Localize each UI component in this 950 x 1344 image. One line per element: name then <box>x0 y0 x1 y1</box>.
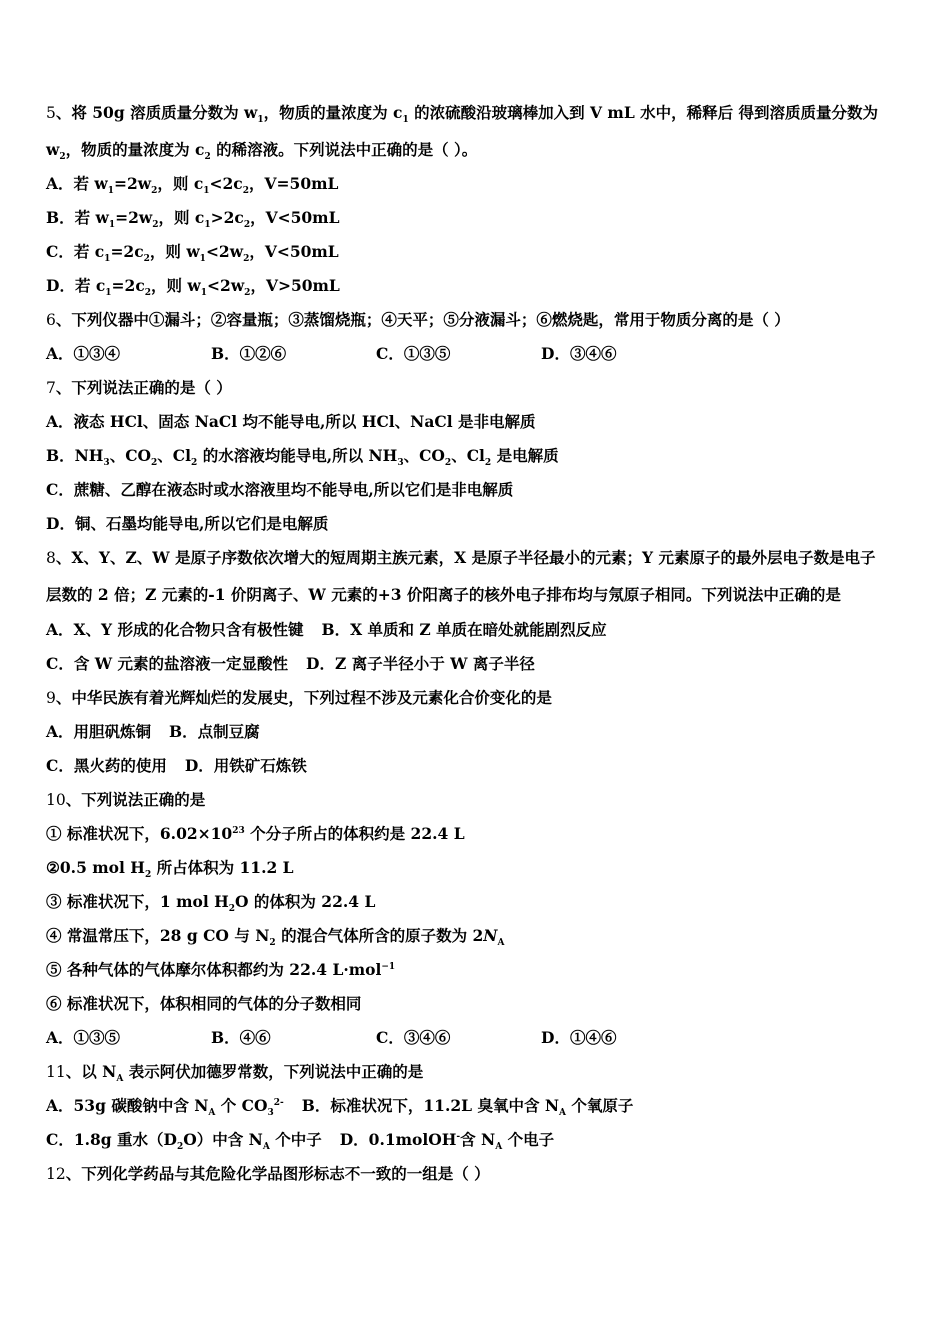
q8-stem-line2: 层数的 2 倍；Z 元素的-1 价阴离子、W 元素的+3 价阳离子的核外电子排布均与氖原子相同。下列说法中正确的是 <box>46 585 841 604</box>
q8-option-a: A．X、Y 形成的化合物只含有极性键 <box>46 620 304 639</box>
q10-option-a: A．①③⑤ <box>46 1028 121 1047</box>
q10-option-b: B．④⑥ <box>211 1028 271 1047</box>
q5-option-d: D．若 $c_1=2c_2$，则 $w_1<2w_2$，V>50mL <box>46 276 340 299</box>
q8-option-b: B．X 单质和 Z 单质在暗处就能剧烈反应 <box>321 620 607 639</box>
q11-option-b: B．标准状况下，11.2L 臭氧中含 $N_A$ 个氧原子 <box>301 1096 634 1119</box>
q5-option-a: A．若 $w_1=2w_2$，则 $c_1<2c_2$，V=50mL <box>46 174 339 197</box>
q10-option-c: C．③④⑥ <box>376 1028 451 1047</box>
q12-stem: 12、下列化学药品与其危险化学品图形标志不一致的一组是（ ） <box>46 1164 490 1183</box>
q9-option-d: D．用铁矿石炼铁 <box>184 756 307 775</box>
q5-stem-line2: $w_2$，物质的量浓度为 $c_2$ 的稀溶液。下列说法中正确的是（ ）。 <box>46 140 478 163</box>
q5-option-b: B．若 $w_1=2w_2$，则 $c_1>2c_2$，V<50mL <box>46 208 340 231</box>
q9-option-b: B．点制豆腐 <box>169 722 260 741</box>
q7-option-a: A．液态 HCl、固态 NaCl 均不能导电,所以 HCl、NaCl 是非电解质 <box>46 412 536 431</box>
q9-stem: 9、中华民族有着光辉灿烂的发展史，下列过程不涉及元素化合价变化的是 <box>46 688 552 707</box>
q8-stem-line1: 8、X、Y、Z、W 是原子序数依次增大的短周期主族元素，X 是原子半径最小的元素；Y 元素原子的最外层电子数是电子 <box>46 548 876 567</box>
q7-option-d: D．铜、石墨均能导电,所以它们是电解质 <box>46 514 329 533</box>
q5-stem-line1: 5、将 50g 溶质质量分数为 $w_1$，物质的量浓度为 $c_1$ 的浓硫酸沿玻璃棒加入到 V mL 水中，稀释后 得到溶质质量分数为 <box>46 103 879 126</box>
q10-statement-2: ②0.5 mol $H_2$ 所占体积为 11.2 L <box>46 858 294 881</box>
q6-stem: 6、下列仪器中①漏斗；②容量瓶；③蒸馏烧瓶；④天平；⑤分液漏斗；⑥燃烧匙，常用于物质分离的是（ ） <box>46 310 790 329</box>
q10-statement-1: ① 标准状况下，$6.02\times 10^{23}$ 个分子所占的体积约是 22.4 L <box>46 824 465 843</box>
q11-option-d: D．0.1molOH-含 $N_A$ 个电子 <box>339 1130 555 1153</box>
q7-stem: 7、下列说法正确的是（ ） <box>46 378 232 397</box>
q10-statement-5: ⑤ 各种气体的气体摩尔体积都约为 22.4 L·mol$^{-1}$ <box>46 960 396 979</box>
q6-option-d: D．③④⑥ <box>541 344 617 363</box>
q9-option-c: C．黑火药的使用 <box>46 756 167 775</box>
q6-option-c: C．①③⑤ <box>376 344 451 363</box>
q7-option-b: B．$NH_3$、$CO_2$、$Cl_2$ 的水溶液均能导电,所以 $NH_3$、$CO_2$、$Cl_2$ 是电解质 <box>46 446 559 469</box>
q11-options-cd <box>46 1130 555 1153</box>
q11-option-a: A．53g 碳酸钠中含 $N_A$ 个 $CO_3^{2-}$ <box>46 1096 284 1119</box>
q11-stem: 11、以 $N_A$ 表示阿伏加德罗常数，下列说法中正确的是 <box>46 1062 424 1085</box>
q7-option-c: C．蔗糖、乙醇在液态时或水溶液里均不能导电,所以它们是非电解质 <box>46 480 514 499</box>
q6-option-a: A．①③④ <box>46 344 121 363</box>
q8-options-cd <box>46 654 535 674</box>
q10-statement-4: ④ 常温常压下，28 g CO 与 $N_2$ 的混合气体所含的原子数为 $2N_A$ <box>46 926 505 949</box>
q9-options-cd <box>46 756 307 776</box>
q10-statement-6: ⑥ 标准状况下，体积相同的气体的分子数相同 <box>46 994 362 1013</box>
q8-option-c: C．含 W 元素的盐溶液一定显酸性 <box>46 654 289 673</box>
q10-options <box>46 1028 706 1048</box>
q9-options-ab <box>46 722 260 742</box>
q6-option-b: B．①②⑥ <box>211 344 287 363</box>
q10-option-d: D．①④⑥ <box>541 1028 617 1047</box>
q6-options <box>46 344 706 364</box>
q10-statement-3: ③ 标准状况下，1 mol $H_2O$ 的体积为 22.4 L <box>46 892 376 915</box>
q11-option-c: C．1.8g 重水$(D_2O)$中含 $N_A$ 个中子 <box>46 1130 322 1153</box>
q10-stem: 10、下列说法正确的是 <box>46 790 206 809</box>
q5-option-c: C．若 $c_1=2c_2$，则 $w_1<2w_2$，V<50mL <box>46 242 339 265</box>
q8-options-ab <box>46 620 607 640</box>
q11-options-ab <box>46 1096 634 1119</box>
q8-option-d: D．Z 离子半径小于 W 离子半径 <box>306 654 535 673</box>
q9-option-a: A．用胆矾炼铜 <box>46 722 152 741</box>
